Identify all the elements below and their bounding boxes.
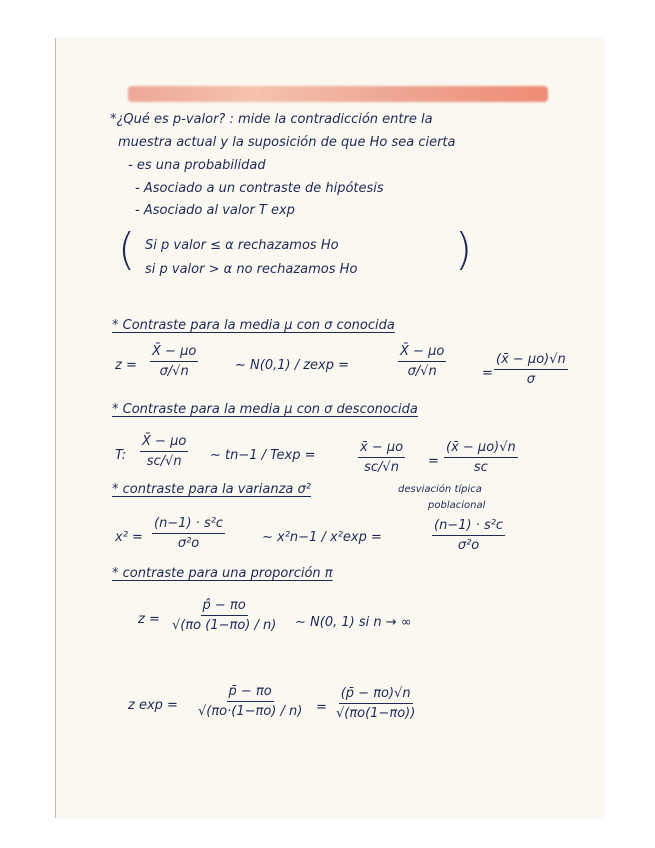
zp-distribution-text: ∼ N(0, 1) si n → ∞ bbox=[295, 615, 412, 630]
left-parenthesis: ( bbox=[118, 224, 136, 275]
section-title-unknown-variance: * Contraste para la media μ con σ desconocida bbox=[112, 402, 418, 417]
z-distribution-text: ∼ N(0,1) / zexp = bbox=[235, 358, 350, 373]
texp-expanded-denominator: sc bbox=[473, 460, 488, 475]
pvalue-definition-line2: muestra actual y la suposición de que Ho sea cierta bbox=[118, 135, 456, 150]
chi2-numerator: (n−1) · s²c bbox=[152, 516, 225, 534]
zexp-proportion-numerator: p̄ − πo bbox=[227, 684, 274, 702]
texp-expanded-numerator: (x̄ − μo)√n bbox=[444, 440, 518, 458]
zexp-proportion-denominator: √(πo·(1−πo) / n) bbox=[198, 704, 303, 719]
chi2-denominator: σ²o bbox=[177, 536, 200, 551]
t-fraction bbox=[140, 434, 188, 469]
chi2exp-numerator: (n−1) · s²c bbox=[432, 518, 505, 536]
pvalue-bullet-texp: - Asociado al valor T exp bbox=[135, 203, 295, 218]
zexp-proportion-lhs: z exp = bbox=[128, 698, 178, 713]
pvalue-definition-line1: *¿Qué es p-valor? : mide la contradicción entre la bbox=[110, 112, 433, 127]
note-std-deviation: desviación típica bbox=[398, 484, 482, 495]
note-population: poblacional bbox=[428, 500, 486, 511]
equals-sign: = bbox=[428, 454, 439, 469]
zexp-proportion-fraction bbox=[198, 684, 302, 719]
z-numerator: X̄ − μo bbox=[150, 344, 198, 362]
zexp-proportion-expanded-denominator: √(πo(1−πo)) bbox=[336, 706, 416, 721]
zexp-expanded-numerator: (x̄ − μo)√n bbox=[494, 352, 568, 370]
zexp-proportion-expanded-numerator: (p̄ − πo)√n bbox=[339, 686, 413, 704]
zexp-numerator: X̄ − μo bbox=[398, 344, 446, 362]
zexp-expanded-denominator: σ bbox=[526, 372, 535, 387]
z-fraction bbox=[150, 344, 198, 379]
t-numerator: X̄ − μo bbox=[140, 434, 188, 452]
decision-rule-reject: Si p valor ≤ α rechazamos Ho bbox=[145, 238, 339, 253]
chi2-lhs: x² = bbox=[115, 530, 143, 545]
section-title-known-variance: * Contraste para la media μ con σ conocida bbox=[112, 318, 395, 333]
decision-rule-not-reject: si p valor > α no rechazamos Ho bbox=[145, 262, 358, 277]
zp-denominator: √(πo (1−πo) / n) bbox=[172, 618, 277, 633]
zp-numerator: p̂ − πo bbox=[201, 598, 248, 616]
pvalue-bullet-probability: - es una probabilidad bbox=[128, 158, 266, 173]
texp-fraction bbox=[358, 440, 405, 475]
texp-expanded-fraction bbox=[444, 440, 518, 475]
section-title-proportion: * contraste para una proporción π bbox=[112, 566, 333, 581]
zexp-expanded-fraction bbox=[494, 352, 568, 387]
zp-fraction bbox=[172, 598, 276, 633]
z-lhs: z = bbox=[115, 358, 137, 373]
zp-lhs: z = bbox=[138, 612, 160, 627]
equals-sign: = bbox=[482, 366, 493, 381]
section-title-variance: * contraste para la varianza σ² bbox=[112, 482, 311, 497]
chi2exp-denominator: σ²o bbox=[457, 538, 480, 553]
z-denominator: σ/√n bbox=[159, 364, 189, 379]
chi2-fraction bbox=[152, 516, 225, 551]
t-distribution-text: ∼ tn−1 / Texp = bbox=[210, 448, 316, 463]
zexp-fraction bbox=[398, 344, 446, 379]
highlighted-heading-band bbox=[128, 86, 548, 102]
equals-sign: = bbox=[316, 700, 327, 715]
right-parenthesis: ) bbox=[455, 224, 473, 275]
chi2-distribution-text: ∼ x²n−1 / x²exp = bbox=[262, 530, 382, 545]
zexp-denominator: σ/√n bbox=[407, 364, 437, 379]
texp-numerator: x̄ − μo bbox=[358, 440, 405, 458]
chi2exp-fraction bbox=[432, 518, 505, 553]
zexp-proportion-expanded-fraction bbox=[336, 686, 415, 721]
t-lhs: T: bbox=[115, 448, 127, 463]
pvalue-bullet-hypothesis: - Asociado a un contraste de hipótesis bbox=[135, 181, 384, 196]
texp-denominator: sc/√n bbox=[364, 460, 399, 475]
t-denominator: sc/√n bbox=[146, 454, 182, 469]
